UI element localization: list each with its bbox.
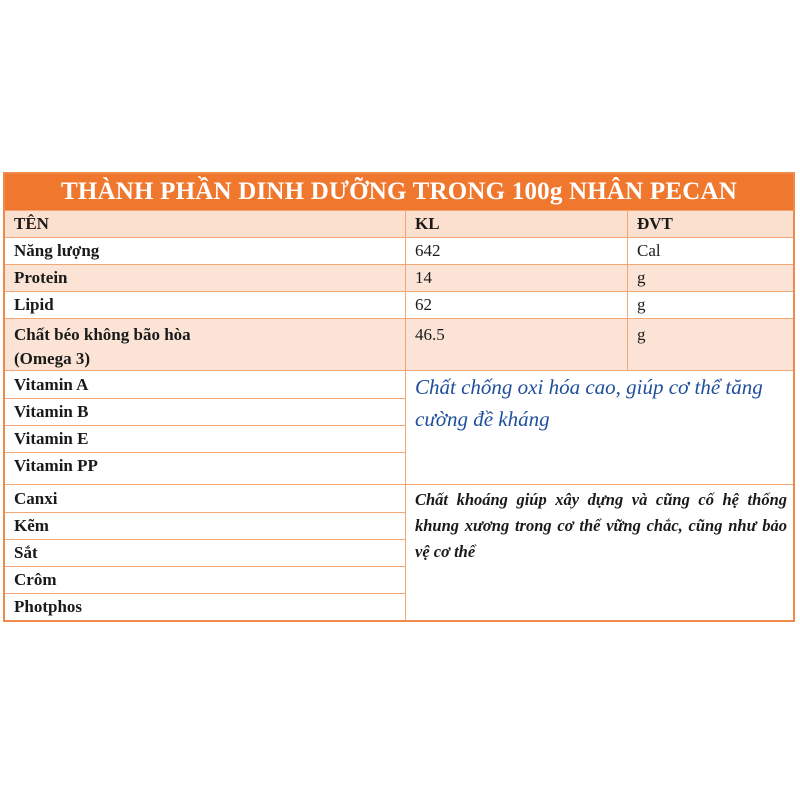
table-row bbox=[5, 318, 793, 370]
row-amount: 62 bbox=[406, 292, 628, 318]
row-amount: 642 bbox=[406, 238, 628, 264]
row-amount: 14 bbox=[406, 265, 628, 291]
list-item: Photphos bbox=[5, 593, 405, 620]
header-amount: KL bbox=[406, 211, 628, 237]
mineral-description: Chất khoáng giúp xây dựng và cũng cố hệ thống khung xương trong cơ thể vững chắc, cũng như bảo vệ cơ thể bbox=[415, 490, 787, 561]
row-name-line2: (Omega 3) bbox=[14, 349, 91, 368]
list-item: Sắt bbox=[5, 539, 405, 566]
header-row bbox=[5, 210, 793, 237]
row-name bbox=[5, 319, 406, 370]
vitamin-block bbox=[5, 370, 793, 484]
header-name: TÊN bbox=[5, 211, 406, 237]
list-item: Canxi bbox=[14, 488, 58, 508]
header-unit: ĐVT bbox=[637, 214, 673, 233]
row-name: Protein bbox=[5, 265, 406, 291]
list-item: Vitamin E bbox=[5, 425, 405, 452]
table-row bbox=[5, 264, 793, 291]
row-unit: g bbox=[637, 268, 646, 287]
list-item: Vitamin PP bbox=[5, 452, 405, 479]
row-name: Lipid bbox=[5, 292, 406, 318]
row-unit: Cal bbox=[637, 241, 661, 260]
mineral-block bbox=[5, 484, 793, 620]
table-row bbox=[5, 237, 793, 264]
nutrition-table bbox=[3, 172, 795, 622]
list-item: Crôm bbox=[5, 566, 405, 593]
table-title: THÀNH PHẦN DINH DƯỠNG TRONG 100g NHÂN PECAN bbox=[5, 174, 793, 210]
mineral-list bbox=[5, 485, 406, 620]
vitamin-description: Chất chống oxi hóa cao, giúp cơ thể tăng cường đề kháng bbox=[415, 375, 763, 431]
row-amount: 46.5 bbox=[406, 319, 628, 370]
vitamin-list bbox=[5, 371, 406, 484]
table-row bbox=[5, 291, 793, 318]
row-unit: g bbox=[637, 325, 646, 344]
row-name-line1: Chất béo không bão hòa bbox=[14, 325, 191, 344]
list-item: Kẽm bbox=[5, 512, 405, 539]
row-unit: g bbox=[637, 295, 646, 314]
list-item: Vitamin A bbox=[14, 374, 89, 394]
list-item: Vitamin B bbox=[5, 398, 405, 425]
row-name: Năng lượng bbox=[5, 238, 406, 264]
